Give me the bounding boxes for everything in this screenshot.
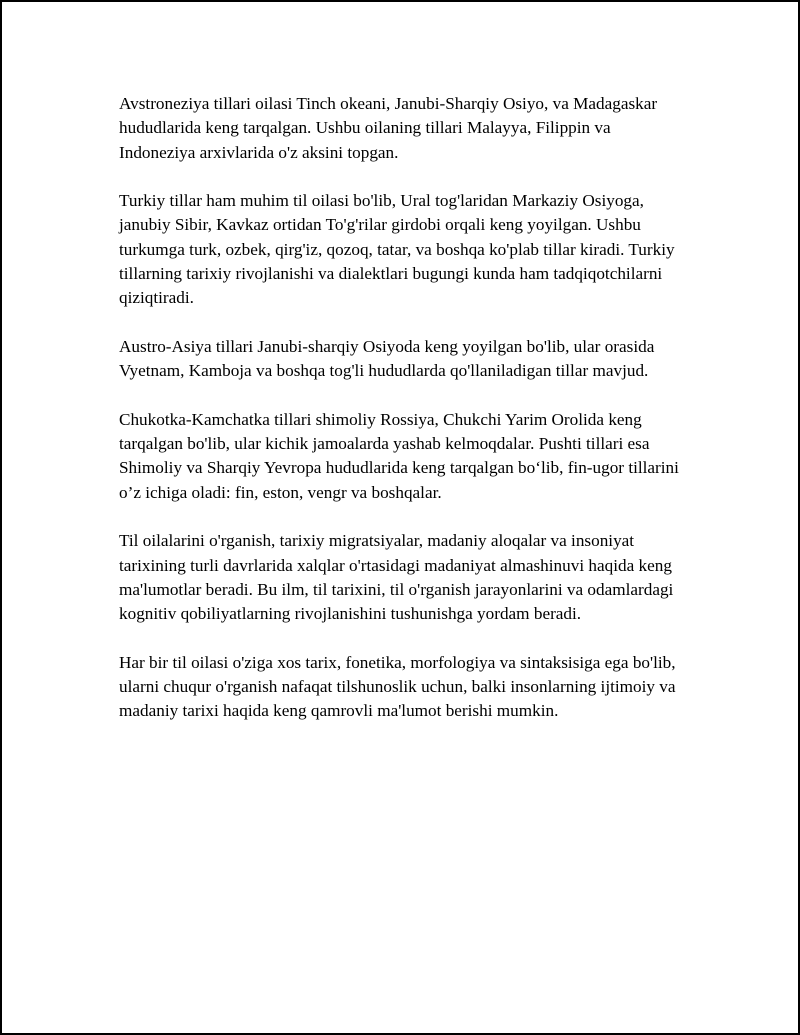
paragraph-austronesian: Avstroneziya tillari oilasi Tinch okeani, Janubi-Sharqiy Osiyo, va Madagaskar hududlarida keng tarqalgan. Ushbu oilaning tillari Malayya, Filippin va Indoneziya arxivlarida o'z aksini topgan. bbox=[119, 94, 658, 162]
paragraph-conclusion: Har bir til oilasi o'ziga xos tarix, fonetika, morfologiya va sintaksisiga ega bo'lib, ularni chuqur o'rganish nafaqat tilshunoslik uchun, balki insonlarning ijtimoiy va madaniy tarixi haqida keng qamrovli ma'lumot berishi mumkin. bbox=[119, 652, 676, 721]
document-body bbox=[119, 92, 689, 724]
paragraph-chukotko-kamchatkan: Chukotka-Kamchatka tillari shimoliy Rossiya, Chukchi Yarim Orolida keng tarqalgan bo'lib, ular kichik jamoalarda yashab kelmoqdalar. Pushti tillari esa Shimoliy va Sharqiy Yevropa hududlarida keng tarqalgan bo‘lib, fin-ugor tillarini o’z ichiga oladi: fin, eston, vengr va boshqalar. bbox=[119, 409, 679, 502]
paragraph-language-families-study: Til oilalarini o'rganish, tarixiy migratsiyalar, madaniy aloqalar va insoniyat tarixining turli davrlarida xalqlar o'rtasidagi madaniyat almashinuvi haqida keng ma'lumotlar beradi. Bu ilm, til tarixini, til o'rganish jarayonlarini va odamlardagi kognitiv qobiliyatlarning rivojlanishini tushunishga yordam beradi. bbox=[119, 531, 674, 624]
paragraph-turkic: Turkiy tillar ham muhim til oilasi bo'lib, Ural tog'laridan Markaziy Osiyoga, janubiy Sibir, Kavkaz ortidan To'g'rilar girdobi orqali keng yoyilgan. Ushbu turkumga turk, ozbek, qirg'iz, qozoq, tatar, va boshqa ko'plab tillar kiradi. Turkiy tillarning tarixiy rivojlanishi va dialektlari bugungi kunda ham tadqiqotchilarni qiziqtiradi. bbox=[119, 191, 675, 308]
paragraph-austroasiatic: Austro-Asiya tillari Janubi-sharqiy Osiyoda keng yoyilgan bo'lib, ular orasida Vyetnam, Kamboja va boshqa tog'li hududlarda qo'llaniladigan tillar mavjud. bbox=[119, 336, 655, 381]
